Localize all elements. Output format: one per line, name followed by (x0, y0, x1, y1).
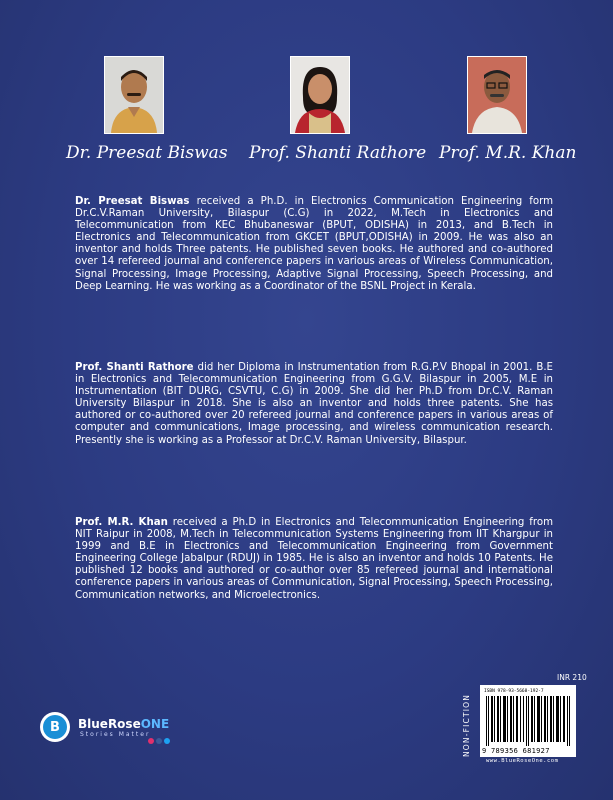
bio-khan (75, 517, 553, 602)
publisher-brand (78, 717, 169, 731)
author-name-rathore: Prof. Shanti Rathore (249, 143, 427, 163)
isbn-barcode (480, 685, 576, 757)
barcode-icon (486, 696, 570, 746)
man-portrait-icon (105, 57, 163, 133)
author-photo-biswas (104, 56, 164, 134)
logo-letter: B (43, 715, 67, 739)
bio-text: received a Ph.D. in Electronics Communication Engineering form Dr.C.V.Raman University, Bilaspur (C.G) in 2022, M.Tech in Electronics and Telecommunication from KEC Bhubaneswar (BPUT, ODISHA) in 2013, and B.Tech in Electronics and Telecommunication from GKCET (BPUT,ODISHA) in 2009. He was also an inventor and holds Three patents. He published seven books. He authored and co-authored over 14 refereed journal and conference papers in various areas of Wireless Communication, Signal Processing, Image Processing, Adaptive Signal Processing, Speech Processing, and Deep Learning. He was working as a Coordinator of the BSNL Project in Kerala. (75, 196, 554, 292)
author-name-khan: Prof. M.R. Khan (439, 143, 577, 163)
publisher-logo-icon (40, 712, 70, 742)
bio-name: Dr. Preesat Biswas (75, 196, 190, 207)
facebook-icon (156, 738, 162, 744)
bio-name: Prof. M.R. Khan (75, 517, 168, 528)
bio-text: did her Diploma in Instrumentation from R.G.P.V Bhopal in 2001. B.E in Electronics and Telecommunication Engineering from G.G.V. Bilaspur in 2005, M.E in Instrumentation (BIT DURG, CSVTU, C.G) in 2009. She did her Ph.D from Dr.C.V. Raman University Bilaspur in 2018. She is also an inventor and holds three patents. She has authored or co-authored over 20 refereed journal and conference papers in various areas of computer and communications, Image processing, and wireless communication research. Presently she is working as a Professor at Dr.C.V. Raman University, Bilaspur. (75, 362, 553, 446)
author-photo-khan (467, 56, 527, 134)
woman-portrait-icon (291, 57, 349, 133)
publisher-tagline: Stories Matter (80, 731, 151, 738)
bio-rathore (75, 362, 553, 447)
man-glasses-portrait-icon (468, 57, 526, 133)
isbn-label: ISBN 978-93-5668-192-7 (484, 689, 544, 694)
bio-biswas (75, 196, 553, 293)
bio-text: received a Ph.D in Electronics and Telecommunication Engineering from NIT Raipur in 2008, M.Tech in Telecommunication Systems Engineering from IIT Khargpur in 1999 and B.E in Electronics and Telecommunication Engineering from Government Engineering College Jabalpur (RDUJ) in 1985. He is also an inventor and holds 10 Patents. He published 12 books and authored or co-author over 85 refereed journal and international conference papers in various areas of Communication, Signal Processing, Speech Processing, Communication networks, and Microelectronics. (75, 517, 554, 601)
isbn-digits: 9 789356 681927 (482, 747, 550, 755)
author-photo-rathore (290, 56, 350, 134)
bio-name: Prof. Shanti Rathore (75, 362, 194, 373)
price-label: INR 210 (557, 673, 587, 682)
category-label: NON-FICTION (462, 693, 471, 757)
twitter-icon (164, 738, 170, 744)
author-name-biswas: Dr. Preesat Biswas (66, 143, 228, 163)
brand-suffix: ONE (140, 717, 170, 731)
instagram-icon (148, 738, 154, 744)
publisher-url: www.BlueRoseOne.com (486, 758, 559, 764)
social-icons (148, 738, 170, 744)
brand-name: BlueRose (78, 717, 141, 731)
